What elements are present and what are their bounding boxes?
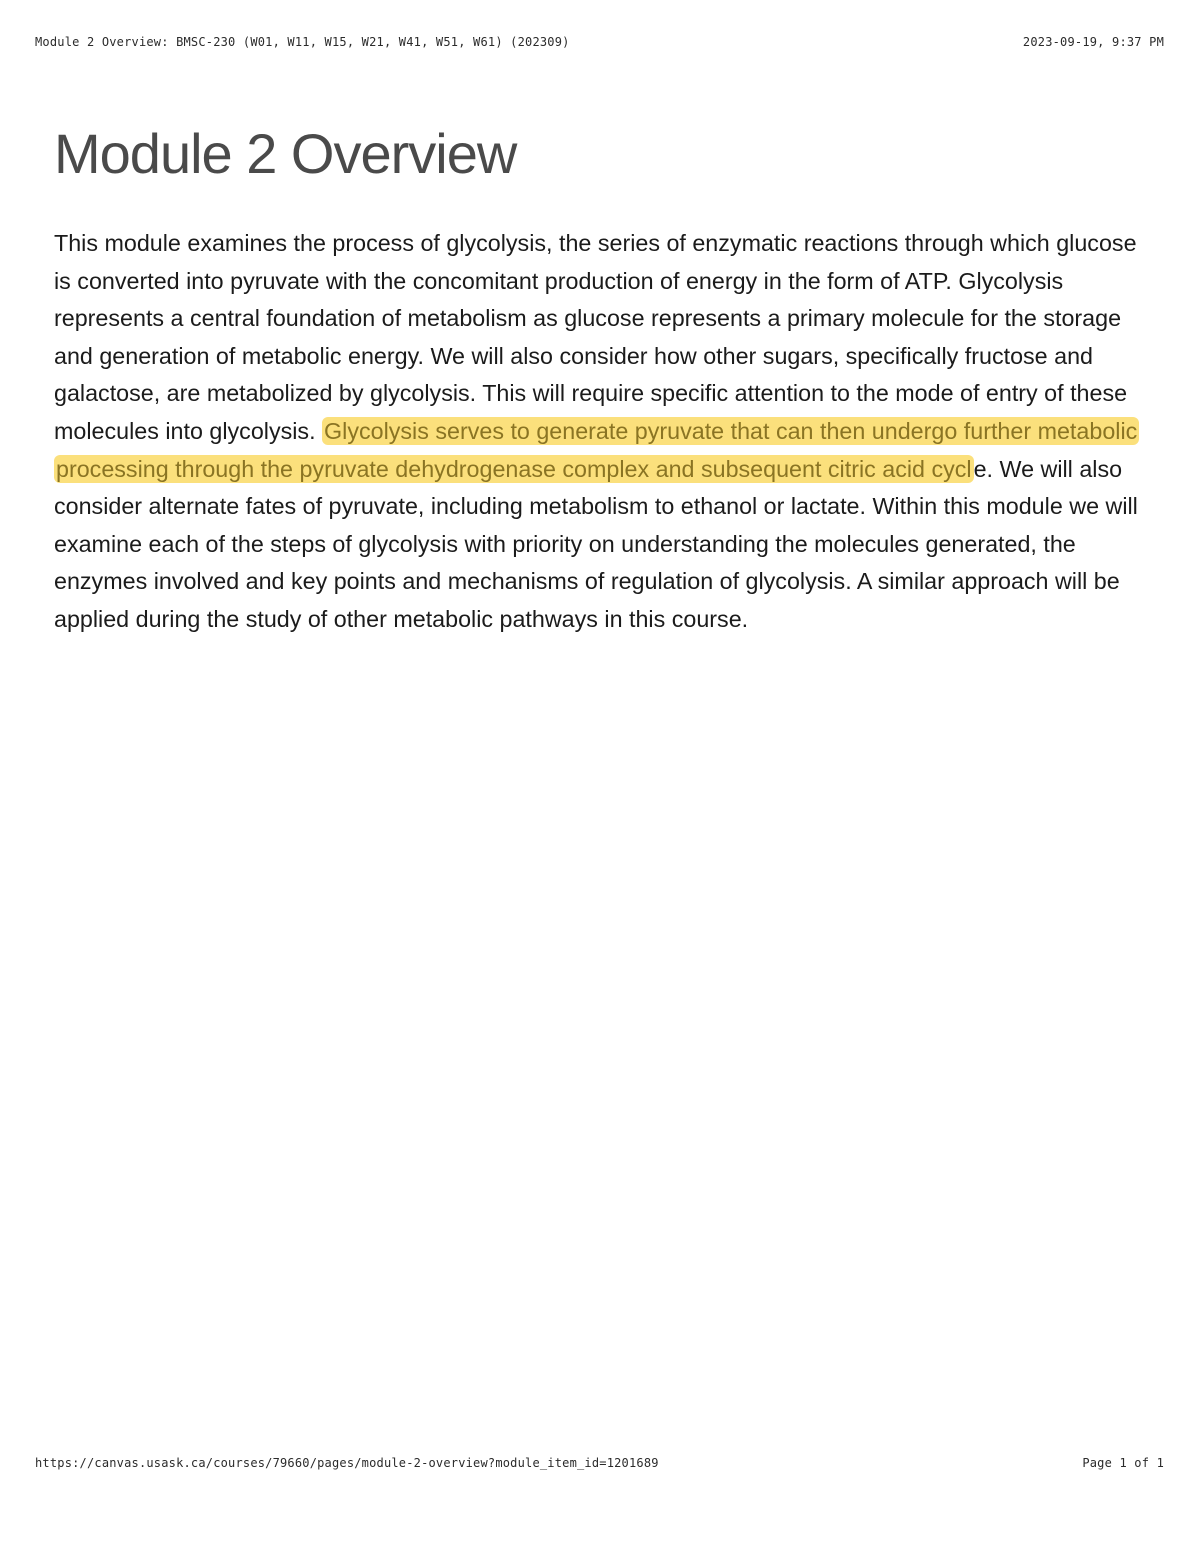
print-header-timestamp: 2023-09-19, 9:37 PM <box>1022 35 1164 49</box>
page-title: Module 2 Overview <box>54 122 517 185</box>
print-footer <box>35 1456 1164 1470</box>
print-footer-page-number: Page 1 of 1 <box>1082 1456 1164 1470</box>
highlighted-text: Glycolysis serves to generate pyruvate that can then undergo further metabolic processing through the pyruvate dehydrogenase complex and subsequent citric acid cycl <box>56 417 1138 482</box>
paragraph-text-before-highlight: This module examines the process of glycolysis, the series of enzymatic reactions through which glucose is converted into pyruvate with the concomitant production of energy in the form of ATP. Glycolysis represents a central foundation of metabolism as glucose represents a primary molecule for the storage and generation of metabolic energy. We will also consider how other sugars, specifically fructose and galactose, are metabolized by glycolysis. This will require specific attention to the mode of entry of these molecules into glycolysis. <box>54 230 1137 444</box>
print-header-document-title: Module 2 Overview: BMSC-230 (W01, W11, W15, W21, W41, W51, W61) (202309) <box>35 35 570 49</box>
module-overview-paragraph <box>54 225 1154 639</box>
paragraph-text-after-highlight: e. We will also consider alternate fates of pyruvate, including metabolism to ethanol or lactate. Within this module we will examine each of the steps of glycolysis with priority on understanding the molecules generated, the enzymes involved and key points and mechanisms of regulation of glycolysis. A similar approach will be applied during the study of other metabolic pathways in this course. <box>54 455 1138 632</box>
print-footer-url: https://canvas.usask.ca/courses/79660/pages/module-2-overview?module_item_id=1201689 <box>35 1456 659 1470</box>
print-header <box>35 35 1164 49</box>
